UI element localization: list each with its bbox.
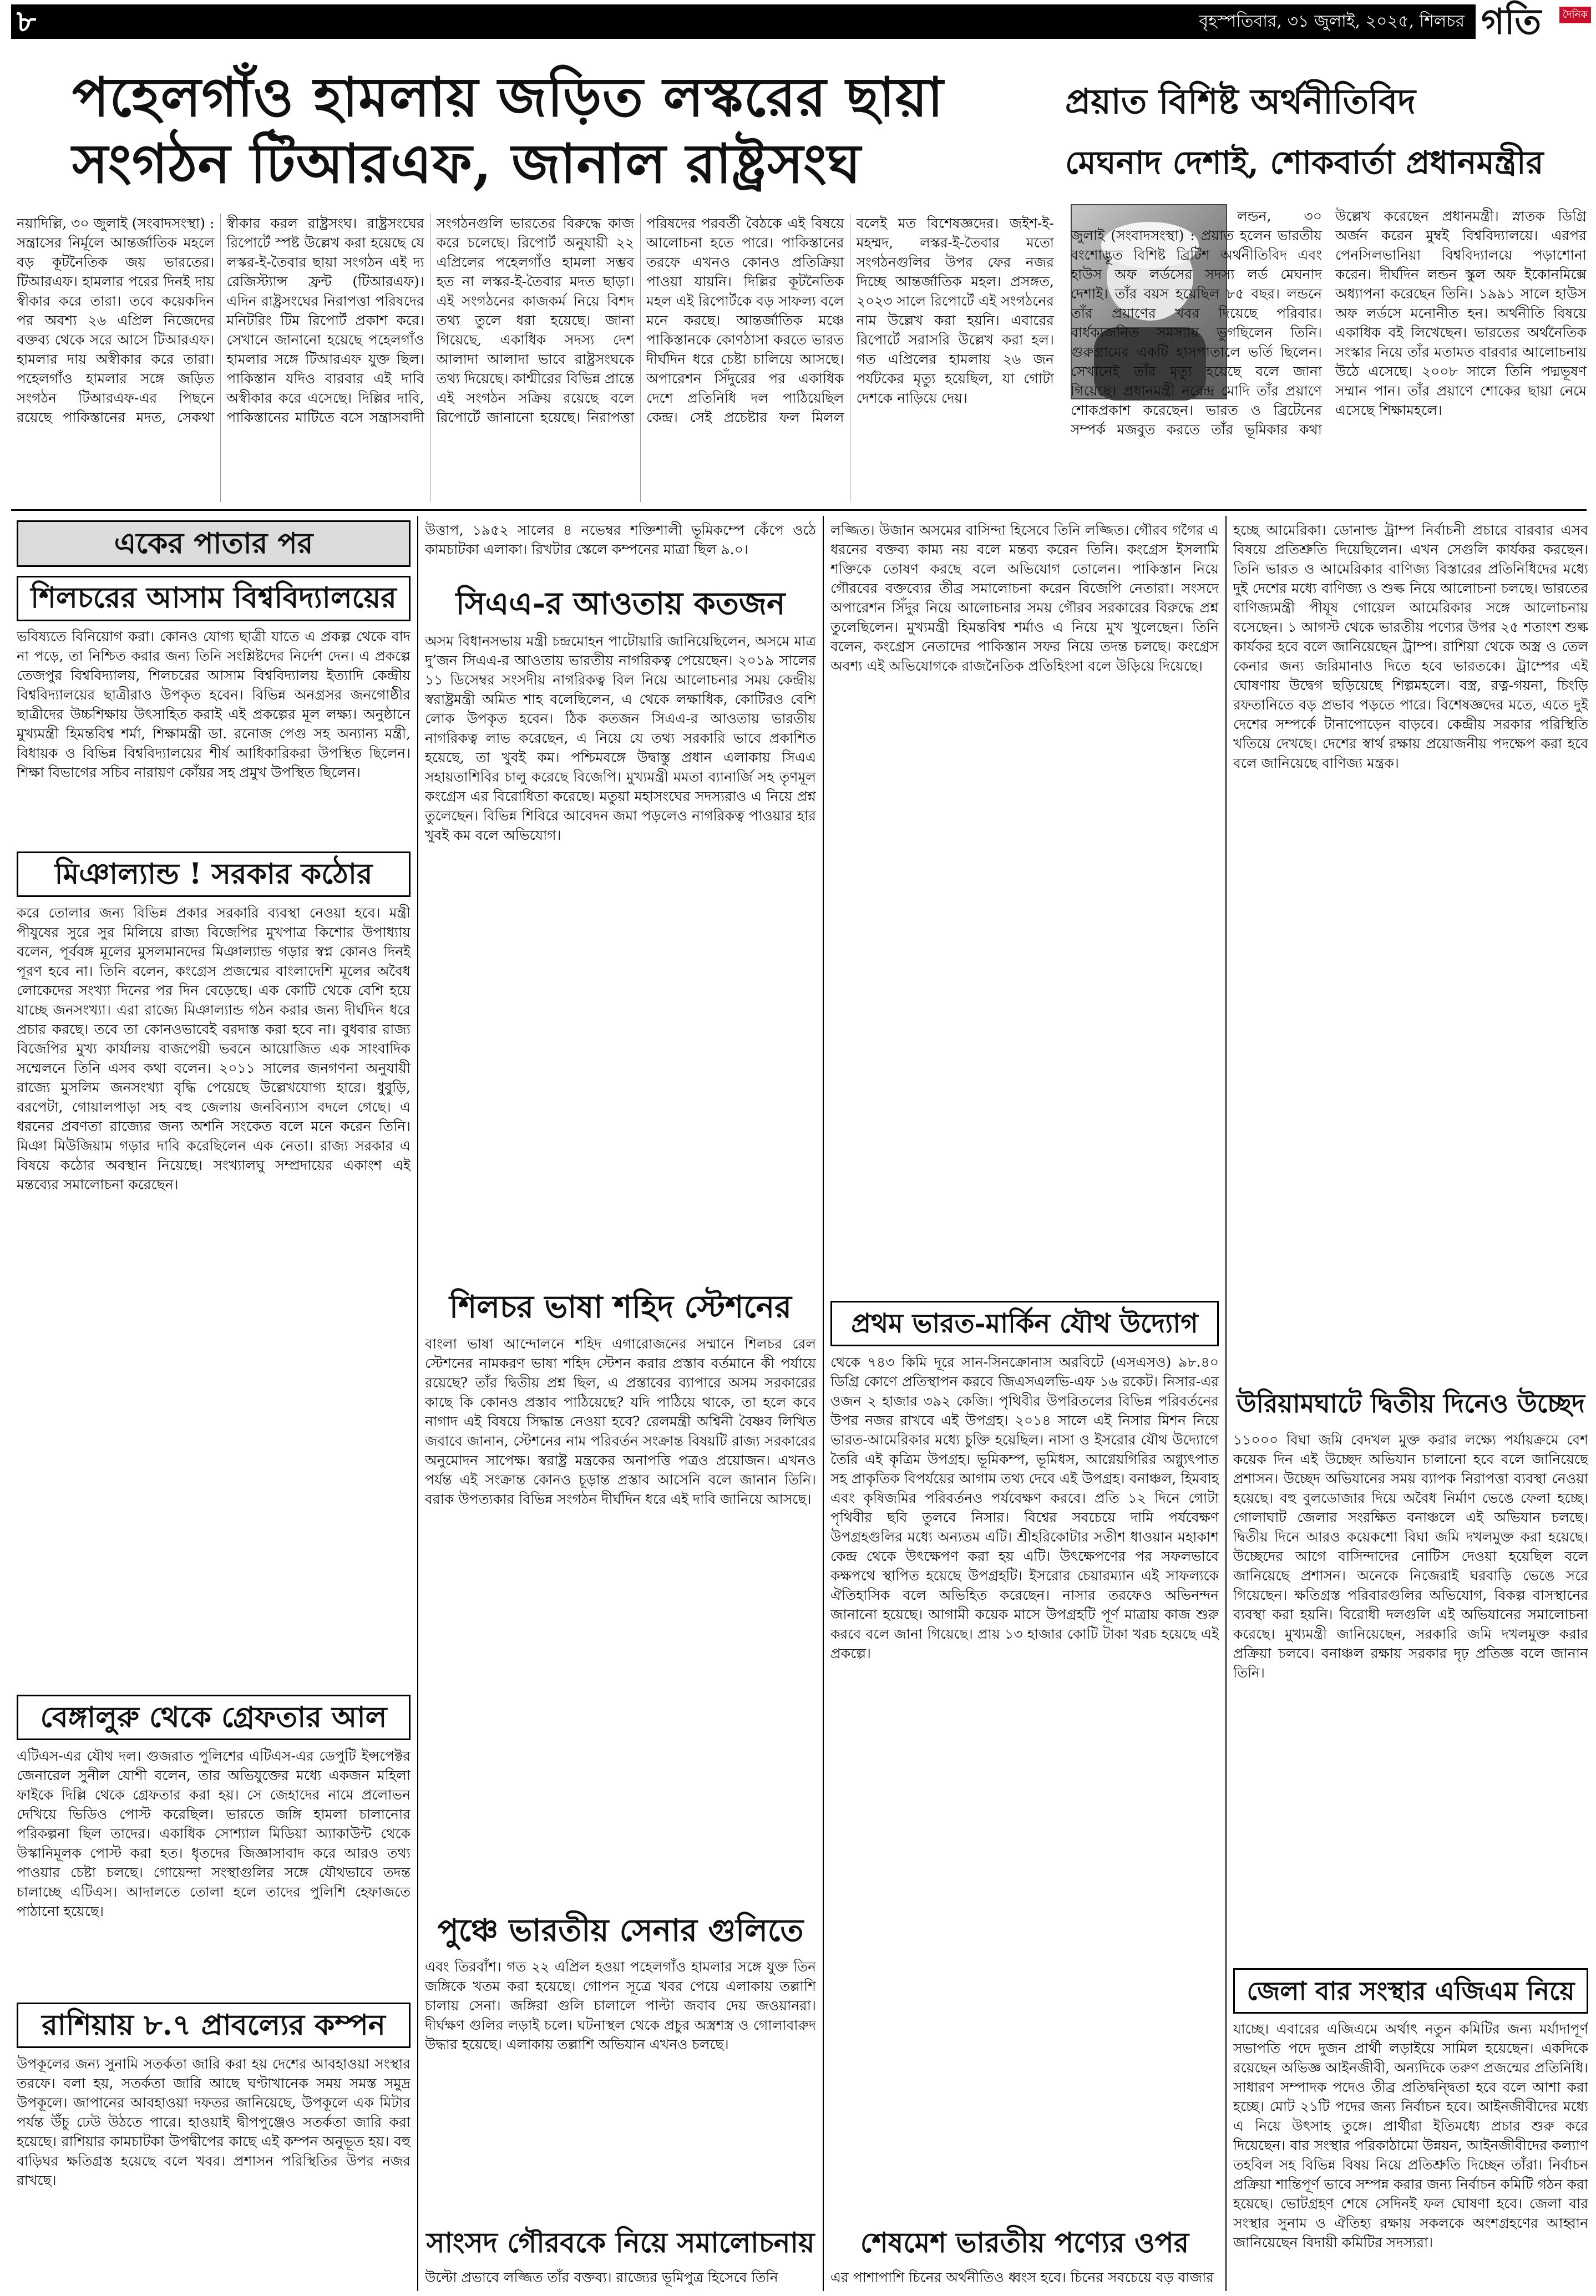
col4-lead-in: হচ্ছে আমেরিকা। ডোনাল্ড ট্রাম্প নির্বাচনী প্রচারে বারবার এসব বিষয়ে প্রতিশ্রুতি দিয়েছিলেন। এখন সেগুলি কার্যকর করছেন। তিনি ভারত ও আমেরিকার বাণিজ্য বিস্তারের প্রতিনিধিদের মধ্যে দুই দেশের মধ্যে বাণিজ্য ও শুল্ক নিয়ে আলোচনা চলছে। ভারতের বাণিজ্যমন্ত্রী পীযূষ গোয়েল আমেরিকার সঙ্গে আলোচনায় বসেছেন। ১ আগস্ট থেকে ভারতীয় পণ্যের উপর ২৫ শতাংশ শুল্ক কার্যকর হবে বলে জানিয়েছেন ট্রাম্প। রাশিয়া থেকে অস্ত্র ও তেল কেনার জন্য জরিমানাও দিতে হবে ভারতকে। ট্রাম্পের এই ঘোষণায় উদ্বেগ ছড়িয়েছে শিল্পমহলে। বস্ত্র, রত্ন-গয়না, চিংড়ি রফতানিতে বড় প্রভাব পড়তে পারে। বিশেষজ্ঞদের মতে, এতে দুই দেশের সম্পর্কে টানাপোড়েন বাড়বে। কেন্দ্রীয় সরকার পরিস্থিতি খতিয়ে দেখছে। দেশের স্বার্থ রক্ষায় প্রয়োজনীয় পদক্ষেপ করা হবে বলে জানিয়েছে বাণিজ্য মন্ত্রক। xyxy=(1233,522,1588,771)
col2-s3-body: এবং তিরবাঁশ। গত ২২ এপ্রিল হওয়া পহেলগাঁও হামলার সঙ্গে যুক্ত তিন জঙ্গিকে খতম করা হয়েছে। গোপন সূত্রে খবর পেয়ে এলাকায় তল্লাশি চালায় সেনা। জঙ্গিরা গুলি চালালে পাল্টা জবাব দেয় জওয়ানরা। দীর্ঘক্ষণ গুলির লড়াই চলে। ঘটনাস্থল থেকে প্রচুর অস্ত্রশস্ত্র ও গোলাবারুদ উদ্ধার হয়েছে। এলাকায় তল্লাশি অভিযান এখনও চলছে। xyxy=(425,1959,816,2052)
brand-logo xyxy=(1481,1,1592,45)
col2-s2-title: শিলচর ভাষা শহিদ স্টেশনের xyxy=(449,1289,792,1325)
col4-s1-title: উরিয়ামঘাটে দ্বিতীয় দিনেও উচ্ছেদ xyxy=(1236,1388,1585,1418)
col1-s3-title: বেঙ্গালুরু থেকে গ্রেফতার আল xyxy=(40,1700,387,1734)
col2-s1-title: সিএএ-র আওতায় কতজন xyxy=(455,585,786,622)
col3-s1-body: থেকে ৭৪৩ কিমি দূরে সান-সিনক্রোনাস অরবিটে (এসএসও) ৯৮.৪০ ডিগ্রি কোণে প্রতিস্থাপন করবে জিএসএলভি-এফ ১৬ রকেট। নিসার-এর ওজন ২ হাজার ৩৯২ কেজি। পৃথিবীর উপরিতলের বিভিন্ন পরিবর্তনের উপর নজর রাখবে এই উপগ্রহ। ২০১৪ সালে এই নিসার মিশন নিয়ে ভারত-আমেরিকার মধ্যে চুক্তি হয়েছিল। নাসা ও ইসরোর যৌথ উদ্যোগে তৈরি এই কৃত্রিম উপগ্রহ। ভূমিকম্প, ভূমিধস, আগ্নেয়গিরির অগ্ন্যুৎপাত সহ প্রাকৃতিক বিপর্যয়ের আগাম তথ্য দেবে এই উপগ্রহ। বনাঞ্চল, হিমবাহ এবং কৃষিজমির পরিবর্তনও পর্যবেক্ষণ করবে। প্রতি ১২ দিনে গোটা পৃথিবীর ছবি তুলবে নিসার। বিশ্বের সবচেয়ে দামি পর্যবেক্ষণ উপগ্রহগুলির মধ্যে অন্যতম এটি। শ্রীহরিকোটার সতীশ ধাওয়ান মহাকাশ কেন্দ্র থেকে উৎক্ষেপণ করা হয় এটি। উৎক্ষেপণের পর সফলভাবে কক্ষপথে স্থাপিত হয়েছে উপগ্রহটি। ইসরোর চেয়ারম্যান এই সাফল্যকে ঐতিহাসিক বলে অভিহিত করেছেন। নাসার তরফেও অভিনন্দন জানানো হয়েছে। আগামী কয়েক মাসে উপগ্রহটি পূর্ণ মাত্রায় কাজ শুরু করবে বলে জানা গিয়েছে। প্রায় ১৩ হাজার কোটি টাকা খরচ হয়েছে এই প্রকল্পে। xyxy=(830,1354,1219,1661)
col1-s3-body: এটিএস-এর যৌথ দল। গুজরাত পুলিশের এটিএস-এর ডেপুটি ইন্সপেক্টর জেনারেল সুনীল যোশী বলেন, তার অভিযুক্তের মধ্যে একজন মহিলা ফাইকে দিল্লি থেকে গ্রেফতার করা হয়। সে জেহাদের নামে প্রলোভন দেখিয়ে ভিডিও পোস্ট করেছিল। ভারতে জঙ্গি হামলা চালানোর পরিকল্পনা ছিল তাদের। একাধিক সোশ্যাল মিডিয়া অ্যাকাউন্ট থেকে উস্কানিমূলক পোস্ট করা হত। ধৃতদের জিজ্ঞাসাবাদ করে আরও তথ্য পাওয়ার চেষ্টা চলছে। গোয়েন্দা সংস্থাগুলির সঙ্গে যৌথভাবে তদন্ত চালাচ্ছে এটিএস। আদালতে তোলা হলে তাদের পুলিশি হেফাজতে পাঠানো হয়েছে। xyxy=(17,1748,411,1919)
col1-s1-title: শিলচরের আসাম বিশ্ববিদ্যালয়ের xyxy=(31,581,397,615)
lead-headline-2: সংগঠন টিআরএফ, জানাল রাষ্ট্রসংঘ xyxy=(72,132,862,196)
lead-headline-1: পহেলগাঁও হামলায় জড়িত লস্করের ছায়া xyxy=(72,65,944,129)
col4-s2-title: জেলা বার সংস্থার এজিএম নিয়ে xyxy=(1247,1976,1575,2006)
col3-lead-in: লজ্জিত। উজান অসমের বাসিন্দা হিসেবে তিনি লজ্জিত। গৌরব গগৈর এ ধরনের বক্তব্য কাম্য নয় বলে মন্তব্য করেন তিনি। কংগ্রেস ইসলামি শক্তিকে তোষণ করছে বলে অভিযোগ তোলেন। পাকিস্তান নিয়ে গৌরবের বক্তব্যের তীব্র সমালোচনা করেন বিজেপি নেতারা। সংসদে অপারেশন সিঁদুর নিয়ে আলোচনার সময় গৌরব সরকারের বিরুদ্ধে প্রশ্ন তুলেছিলেন। মুখ্যমন্ত্রী হিমন্তবিশ্ব শর্মাও এ নিয়ে মুখ খুলেছেন। তিনি বলেন, কংগ্রেস নেতাদের পাকিস্তান সফর নিয়ে তদন্ত চলছে। কংগ্রেস অবশ্য এই অভিযোগকে রাজনৈতিক প্রতিহিংসা বলে উড়িয়ে দিয়েছে। xyxy=(830,522,1219,674)
col4-s2-body: যাচ্ছে। এবারের এজিএমে অর্থাৎ নতুন কমিটির জন্য মর্যাদাপূর্ণ সভাপতি পদে দুজন প্রার্থী লড়াইয়ে সামিল হয়েছেন। একদিকে রয়েছেন অভিজ্ঞ আইনজীবী, অন্যদিকে তরুণ প্রজন্মের প্রতিনিধি। সাধারণ সম্পাদক পদেও তীব্র প্রতিদ্বন্দ্বিতা হবে বলে আশা করা হচ্ছে। মোট ২১টি পদের জন্য নির্বাচন হবে। আইনজীবীদের মধ্যে এ নিয়ে উৎসাহ তুঙ্গে। প্রার্থীরা ইতিমধ্যে প্রচার শুরু করে দিয়েছেন। বার সংস্থার পরিকাঠামো উন্নয়ন, আইনজীবীদের কল্যাণ তহবিল সহ বিভিন্ন বিষয় নিয়ে প্রতিশ্রুতি দিচ্ছেন তাঁরা। নির্বাচন প্রক্রিয়া শান্তিপূর্ণ ভাবে সম্পন্ন করার জন্য নির্বাচন কমিটি গঠন করা হয়েছে। ভোটগ্রহণ শেষে সেদিনই ফল ঘোষণা হবে। জেলা বার সংস্থার সুনাম ও ঐতিহ্য রক্ষায় সকলকে অংশগ্রহণের আহ্বান জানিয়েছেন বিদায়ী কমিটির সদস্যরা। xyxy=(1233,2021,1588,2251)
col1-s4-title: রাশিয়ায় ৮.৭ প্রাবল্যের কম্পন xyxy=(42,2008,386,2042)
obit-headline-2: মেঘনাদ দেশাই, শোকবার্তা প্রধানমন্ত্রীর xyxy=(1065,144,1544,181)
page-number: ৮ xyxy=(17,3,37,39)
col1-s4-body: উপকূলের জন্য সুনামি সতর্কতা জারি করা হয় দেশের আবহাওয়া সংস্থার তরফে। বলা হয়, সতর্কতা জারি আছে ঘণ্টাখানেক সময় সমস্ত সমুদ্র উপকূলে। জাপানের আবহাওয়া দফতর জানিয়েছে, উপকূলে এক মিটার পর্যন্ত উঁচু ঢেউ উঠতে পারে। হাওয়াই দ্বীপপুঞ্জেও সতর্কতা জারি করা হয়েছে। রাশিয়ার কামচাটকা উপদ্বীপের কাছে এই কম্পন অনুভূত হয়। বহু বাড়িঘর ক্ষতিগ্রস্ত হয়েছে বলে খবর। প্রশাসন পরিস্থিতির উপর নজর রাখছে। xyxy=(17,2056,411,2188)
col3-s2-body: এর পাশাপাশি চিনের অর্থনীতিও ধ্বংস হবে। চিনের সবচেয়ে বড় বাজার xyxy=(830,2269,1214,2285)
col1-s1-body: ভবিষ্যতে বিনিয়োগ করা। কোনও যোগ্য ছাত্রী যাতে এ প্রকল্প থেকে বাদ না পড়ে, তা নিশ্চিত করার জন্য তিনি সংশ্লিষ্টদের নির্দেশ দেন। এ প্রকল্পে তেজপুর বিশ্ববিদ্যালয়, শিলচরের আসাম বিশ্ববিদ্যালয় ইত্যাদি কেন্দ্রীয় বিশ্ববিদ্যালয়ের ছাত্রীরাও উপকৃত হবেন। বিভিন্ন অনগ্রসর জনগোষ্ঠীর ছাত্রীদের উচ্চশিক্ষায় উৎসাহিত করাই এই প্রকল্পের মূল লক্ষ্য। অনুষ্ঠানে মুখ্যমন্ত্রী হিমন্তবিশ্ব শর্মা, শিক্ষামন্ত্রী ডা. রনোজ পেগু সহ অন্যান্য মন্ত্রী, বিধায়ক ও বিভিন্ন বিশ্ববিদ্যালয়ের শীর্ষ আধিকারিকরা উপস্থিত ছিলেন। শিক্ষা বিভাগের সচিব নারায়ণ কোঁয়র সহ প্রমুখ উপস্থিত ছিলেন। xyxy=(17,629,411,780)
col2-s1-body: অসম বিধানসভায় মন্ত্রী চন্দ্রমোহন পাটোয়ারি জানিয়েছিলেন, অসমে মাত্র দু’জন সিএএ-র আওতায় ভারতীয় নাগরিকত্ব পেয়েছেন। ২০১৯ সালের ১১ ডিসেম্বর সংসদীয় নাগরিকত্ব বিল নিয়ে আলোচনার সময় কেন্দ্রীয় স্বরাষ্ট্রমন্ত্রী অমিত শাহ বলেছিলেন, এ থেকে লক্ষাধিক, কোটিরও বেশি লোক উপকৃত হবেন। ঠিক কতজন সিএএ-র আওতায় ভারতীয় নাগরিকত্ব লাভ করেছেন, এ নিয়ে যে তথ্য সরকারি ভাবে প্রকাশিত হয়েছে, তা খুবই কম। পশ্চিমবঙ্গে উদ্বাস্তু প্রধান এলাকায় সিএএ সহায়তাশিবির চালু করেছে বিজেপি। মুখ্যমন্ত্রী মমতা ব্যানার্জি সহ তৃণমূল কংগ্রেস এর বিরোধিতা করেছে। মতুয়া মহাসংঘের সদস্যরাও এ নিয়ে প্রশ্ন তুলেছেন। বিভিন্ন শিবিরে আবেদন জমা পড়লেও নাগরিকত্ব পাওয়ার হার খুবই কম বলে অভিযোগ। xyxy=(425,633,816,843)
col-divider-3 xyxy=(1225,516,1227,2291)
col2-s2-body: বাংলা ভাষা আন্দোলনে শহিদ এগারোজনের সম্মানে শিলচর রেল স্টেশনের নামকরণ ভাষা শহিদ স্টেশন করার প্রস্তাব বর্তমানে কী পর্যায়ে রয়েছে? তাঁর দ্বিতীয় প্রশ্ন ছিল, এ প্রস্তাবের ব্যাপারে অসম সরকারের কাছে কি কোনও প্রস্তাব পাঠিয়েছে? যদি পাঠিয়ে থাকে, তা হলে কবে নাগাদ এই বিষয়ে সিদ্ধান্ত নেওয়া হবে? রেলমন্ত্রী অশ্বিনী বৈষ্ণব লিখিত জবাবে জানান, স্টেশনের নাম পরিবর্তন সংক্রান্ত বিষয়টি রাজ্য সরকারের অনুমোদন সাপেক্ষ। স্বরাষ্ট্র মন্ত্রকের অনাপত্তি পত্রও প্রয়োজন। এখনও পর্যন্ত এই সংক্রান্ত কোনও চূড়ান্ত প্রস্তাব আসেনি বলে জানান তিনি। বরাক উপত্যকার বিভিন্ন সংগঠন দীর্ঘদিন ধরে এই দাবি জানিয়ে আসছে। xyxy=(425,1336,816,1507)
continued-banner: একের পাতার পর xyxy=(17,520,411,567)
brand-tag: দৈনিক xyxy=(1559,7,1591,23)
col4-s1-body: ১১০০০ বিঘা জমি বেদখল মুক্ত করার লক্ষ্যে পর্যায়ক্রমে বেশ কয়েক দিন এই উচ্ছেদ অভিযান চালানো হবে বলে জানিয়েছে প্রশাসন। উচ্ছেদ অভিযানের সময় ব্যাপক নিরাপত্তা ব্যবস্থা নেওয়া হয়েছে। বহু বুলডোজার দিয়ে অবৈধ নির্মাণ ভেঙে ফেলা হচ্ছে। গোলাঘাট জেলার সংরক্ষিত বনাঞ্চলে এই অভিযান চলছে। দ্বিতীয় দিনে আরও কয়েকশো বিঘা জমি দখলমুক্ত করা হয়েছে। উচ্ছেদের আগে বাসিন্দাদের নোটিস দেওয়া হয়েছিল বলে জানিয়েছে প্রশাসন। অনেকে নিজেরাই ঘরবাড়ি ভেঙে সরে গিয়েছেন। ক্ষতিগ্রস্ত পরিবারগুলির অভিযোগ, বিকল্প বাসস্থানের ব্যবস্থা করা হয়নি। বিরোধী দলগুলি এই অভিযানের সমালোচনা করেছে। মুখ্যমন্ত্রী জানিয়েছেন, সরকারি জমি দখলমুক্ত করার প্রক্রিয়া চলবে। বনাঞ্চল রক্ষায় সরকার দৃঢ় প্রতিজ্ঞ বলে জানান তিনি। xyxy=(1233,1432,1588,1681)
obit-body: লন্ডন, ৩০ জুলাই (সংবাদসংস্থা) : প্রয়াত হলেন ভারতীয় বংশোদ্ভূত বিশিষ্ট ব্রিটিশ অর্থনীতিবিদ এবং হাউস অফ লর্ডসের সদস্য লর্ড মেঘনাদ দেশাই। তাঁর বয়স হয়েছিল ৮৫ বছর। লন্ডনে তাঁর প্রয়াণের খবর দিয়েছে পরিবার। বার্ধক্যজনিত সমস্যায় ভুগছিলেন তিনি। গুরুগ্রামের একটি হাসপাতালে ভর্তি ছিলেন। সেখানেই তাঁর মৃত্যু হয়েছে বলে জানা গিয়েছে। প্রধানমন্ত্রী নরেন্দ্র মোদি তাঁর প্রয়াণে শোকপ্রকাশ করেছেন। ভারত ও ব্রিটেনের সম্পর্ক মজবুত করতে তাঁর ভূমিকার কথা উল্লেখ করেছেন প্রধানমন্ত্রী। স্নাতক ডিগ্রি অর্জন করেন মুম্বই বিশ্ববিদ্যালয়ে। এরপর পেনসিলভানিয়া বিশ্ববিদ্যালয়ে পড়াশোনা করেন। দীর্ঘদিন লন্ডন স্কুল অফ ইকোনমিক্সে অধ্যাপনা করেছেন তিনি। ১৯৯১ সালে হাউস অফ লর্ডসে মনোনীত হন। অর্থনীতি বিষয়ে একাধিক বই লিখেছেন। ভারতের অর্থনৈতিক সংস্কার নিয়ে তাঁর মতামত বারবার আলোচনায় উঠে এসেছে। ২০০৮ সালে তিনি পদ্মভূষণ সম্মান পান। তাঁর প্রয়াণে শোকের ছায়া নেমে এসেছে শিক্ষামহলে। xyxy=(1071,208,1587,438)
col2-s4-title: সাংসদ গৌরবকে নিয়ে সমালোচনায় xyxy=(426,2226,815,2259)
col2-s3-title: পুঞ্চে ভারতীয় সেনার গুলিতে xyxy=(437,1912,804,1949)
header-dateline: বৃহস্পতিবার, ৩১ জুলাই, ২০২৫, শিলচর xyxy=(1199,12,1465,31)
col1-s2-body: করে তোলার জন্য বিভিন্ন প্রকার সরকারি ব্যবস্থা নেওয়া হবে। মন্ত্রী পীযুষের সুরে সুর মিলিয়ে রাজ্য বিজেপির মুখপাত্র কিশোর উপাধ্যায় বলেন, পূর্ববঙ্গ মূলের মুসলমানদের মিঞাল্যান্ড গড়ার স্বপ্ন কোনও দিনই পূরণ হবে না। তিনি বলেন, কংগ্রেস প্রজন্মের বাংলাদেশি মূলের অবৈধ লোকেদের সংখ্যা দিনের পর দিন বেড়েছে। এক কোটি থেকে বেশি হয়ে যাচ্ছে জনসংখ্যা। এরা রাজ্যে মিঞাল্যান্ড গঠন করার জন্য দীর্ঘদিন ধরে প্রচার করছে। তবে তা কোনওভাবেই বরদাস্ত করা হবে না। বুধবার রাজ্য বিজেপির মুখ্য কার্যালয় বাজপেয়ী ভবনে আয়োজিত এক সাংবাদিক সম্মেলনে তিনি এসব কথা বলেন। ২০১১ সালের জনগণনা অনুযায়ী রাজ্যে মুসলিম জনসংখ্যা বৃদ্ধি পেয়েছে উল্লেখযোগ্য হারে। ধুবুড়ি, বরপেটা, গোয়ালপাড়া সহ বহু জেলায় জনবিন্যাস বদলে গেছে। এ ধরনের প্রবণতা রাজ্যের জন্য অশনি সংকেত বলে মনে করেন তিনি। মিঞা মিউজিয়াম গড়ার দাবি করেছিলেন এক নেতা। রাজ্য সরকার এ বিষয়ে কঠোর অবস্থান নিয়েছে। সংখ্যালঘু সম্প্রদায়ের একাংশ এই মন্তব্যের সমালোচনা করেছেন। xyxy=(17,905,411,1193)
col2-lead-in: উত্তাপ, ১৯৫২ সালের ৪ নভেম্বর শক্তিশালী ভূমিকম্পে কেঁপে ওঠে কামচাটকা এলাকা। রিখটার স্কেলে কম্পনের মাত্রা ছিল ৯.০। xyxy=(425,522,816,557)
col2-s4-body: উল্টো প্রভাবে লজ্জিত তাঁর বক্তব্য। রাজ্যের ভূমিপুত্র হিসেবে তিনি xyxy=(425,2269,778,2285)
top-divider xyxy=(11,509,1587,511)
obit-headline-1: প্রয়াত বিশিষ্ট অর্থনীতিবিদ xyxy=(1065,81,1416,121)
col3-s2-title: শেষমেশ ভারতীয় পণ্যের ওপর xyxy=(860,2226,1189,2259)
col-divider-2 xyxy=(823,516,824,2291)
col3-s1-title: প্রথম ভারত-মার্কিন যৌথ উদ্যোগ xyxy=(851,1308,1198,1339)
col1-s2-title: মিঞাল্যান্ড ! সরকার কঠোর xyxy=(54,857,373,891)
lead-body: নয়াদিল্লি, ৩০ জুলাই (সংবাদসংস্থা) : সন্ত্রাসের নির্মূলে আন্তর্জাতিক মহলে বড় কূটনৈতিক জয় ভারতের। টিআরএফ। হামলার পরের দিনই দায় স্বীকার করে তারা। তবে কয়েকদিন পর অবশ্য ২৬ এপ্রিল নিজেদের বক্তব্য থেকে সরে আসে টিআরএফ। হামলার দায় অস্বীকার করে তারা। পহেলগাঁও হামলার সঙ্গে জড়িত সংগঠন টিআরএফ-এর পিছনে রয়েছে পাকিস্তানের মদত, সেকথা স্বীকার করল রাষ্ট্রসংঘ। রাষ্ট্রসংঘের রিপোর্টে স্পষ্ট উল্লেখ করা হয়েছে যে লস্কর-ই-তৈবার ছায়া সংগঠন এই দ্য রেজিস্ট্যান্স ফ্রন্ট (টিআরএফ)। এদিন রাষ্ট্রসংঘের নিরাপত্তা পরিষদের মনিটরিং টিম রিপোর্ট প্রকাশ করে। সেখানে জানানো হয়েছে পহেলগাঁও হামলার সঙ্গে টিআরএফ যুক্ত ছিল। পাকিস্তান যদিও বারবার এই দাবি অস্বীকার করে এসেছে। দিল্লির দাবি, পাকিস্তানের মাটিতে বসে সন্ত্রাসবাদী সংগঠনগুলি ভারতের বিরুদ্ধে কাজ করে চলেছে। রিপোর্ট অনুযায়ী ২২ এপ্রিলের পহেলগাঁও হামলা সম্ভব হত না লস্কর-ই-তৈবার মদত ছাড়া। এই সংগঠনের কাজকর্ম নিয়ে বিশদ তথ্য তুলে ধরা হয়েছে। জানা গিয়েছে, একাধিক সদস্য দেশ আলাদা আলাদা ভাবে রাষ্ট্রসংঘকে তথ্য দিয়েছে। কাশ্মীরের বিভিন্ন প্রান্তে এই সংগঠন সক্রিয় রয়েছে বলে রিপোর্টে জানানো হয়েছে। নিরাপত্তা পরিষদের পরবর্তী বৈঠকে এই বিষয়ে আলোচনা হতে পারে। পাকিস্তানের তরফে এখনও কোনও প্রতিক্রিয়া পাওয়া যায়নি। দিল্লির কূটনৈতিক মহল এই রিপোর্টকে বড় সাফল্য বলে মনে করছে। আন্তর্জাতিক মঞ্চে পাকিস্তানকে কোণঠাসা করতে ভারত দীর্ঘদিন ধরে চেষ্টা চালিয়ে আসছে। অপারেশন সিঁদুরের পর একাধিক দেশে প্রতিনিধি দল পাঠিয়েছিল কেন্দ্র। সেই প্রচেষ্টার ফল মিলল বলেই মত বিশেষজ্ঞদের। জইশ-ই-মহম্মদ, লস্কর-ই-তৈবার মতো সংগঠনগুলির উপর ফের নজর দিচ্ছে আন্তর্জাতিক মহল। প্রসঙ্গত, ২০২৩ সালে রিপোর্টে এই সংগঠনের নাম উল্লেখ করা হয়নি। এবারের রিপোর্টে সরাসরি উল্লেখ করা হল। গত এপ্রিলের হামলায় ২৬ জন পর্যটকের মৃত্যু হয়েছিল, যা গোটা দেশকে নাড়িয়ে দেয়। xyxy=(17,215,1054,425)
col-divider-1 xyxy=(417,516,418,2291)
brand-name: গতি xyxy=(1481,1,1542,43)
